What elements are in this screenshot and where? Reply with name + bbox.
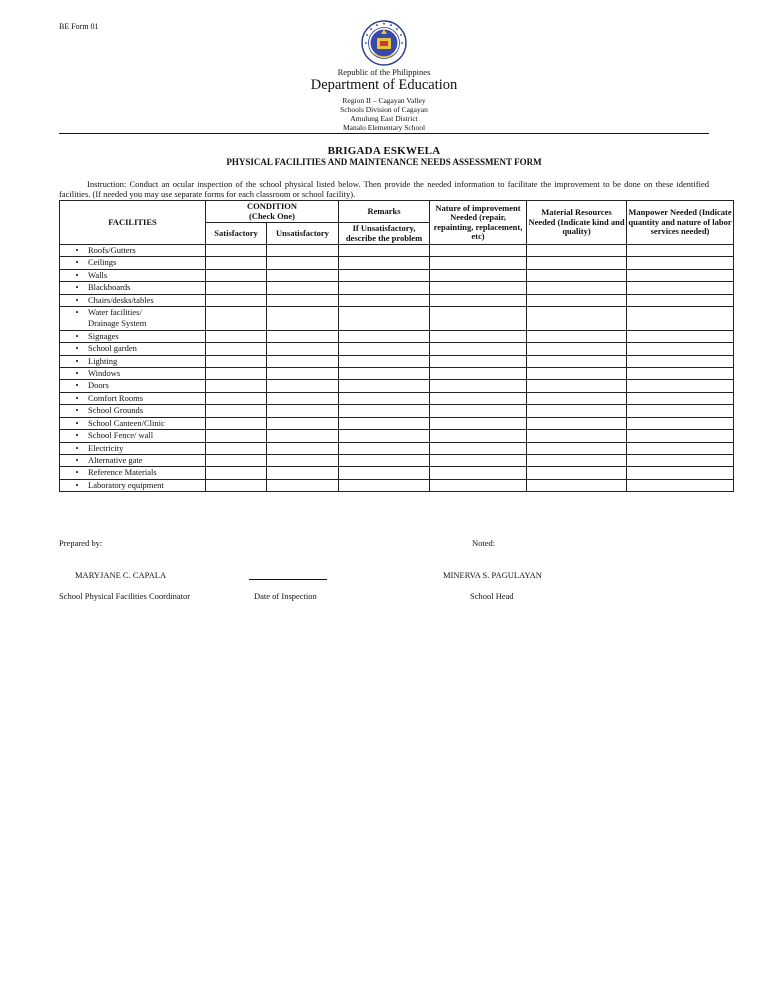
material-cell[interactable]: [527, 380, 627, 392]
material-cell[interactable]: [527, 343, 627, 355]
facility-cell: [60, 380, 206, 392]
bullet-icon: •: [75, 380, 79, 391]
form-code: BE Form 01: [59, 22, 99, 31]
facility-label-line: Alternative gate: [88, 454, 143, 465]
unsatisfactory-cell[interactable]: [267, 467, 339, 479]
satisfactory-cell[interactable]: [206, 405, 267, 417]
manpower-cell[interactable]: [627, 454, 734, 466]
satisfactory-cell[interactable]: [206, 269, 267, 281]
table-row: [60, 392, 734, 404]
table-row: [60, 330, 734, 342]
facility-label-line: Comfort Rooms: [88, 392, 144, 403]
satisfactory-cell[interactable]: [206, 294, 267, 306]
remarks-cell[interactable]: [339, 269, 430, 281]
satisfactory-cell[interactable]: [206, 380, 267, 392]
nature-cell[interactable]: [430, 454, 527, 466]
satisfactory-cell[interactable]: [206, 355, 267, 367]
facility-cell: [60, 257, 206, 269]
facility-cell: [60, 405, 206, 417]
deped-seal-icon: [361, 20, 407, 66]
bullet-icon: •: [75, 282, 79, 293]
facility-label-line: Roofs/Gutters: [88, 245, 136, 255]
satisfactory-cell[interactable]: [206, 479, 267, 491]
facility-label: [88, 380, 109, 391]
manpower-cell[interactable]: [627, 380, 734, 392]
nature-cell[interactable]: [430, 392, 527, 404]
nature-cell[interactable]: [430, 442, 527, 454]
facility-label-line: Windows: [88, 368, 121, 379]
satisfactory-cell[interactable]: [206, 368, 267, 380]
material-cell[interactable]: [527, 479, 627, 491]
material-cell[interactable]: [527, 282, 627, 294]
bullet-icon: •: [75, 368, 79, 379]
facility-label-line: School Fence/ wall: [88, 430, 154, 441]
material-cell[interactable]: [527, 307, 627, 331]
unsatisfactory-cell[interactable]: [267, 368, 339, 380]
facility-label: [88, 430, 153, 441]
facility-label-line: Electricity: [88, 442, 124, 453]
nature-cell[interactable]: [430, 405, 527, 417]
manpower-cell[interactable]: [627, 392, 734, 404]
material-header: Material Resources Needed (Indicate kind and quality): [527, 201, 627, 245]
bullet-icon: •: [75, 355, 79, 366]
material-cell[interactable]: [527, 245, 627, 257]
facility-label: [88, 295, 154, 306]
unsatisfactory-cell[interactable]: [267, 430, 339, 442]
nature-cell[interactable]: [430, 343, 527, 355]
satisfactory-cell[interactable]: [206, 442, 267, 454]
bullet-icon: •: [75, 307, 79, 318]
nature-cell[interactable]: [430, 479, 527, 491]
satisfactory-cell[interactable]: [206, 257, 267, 269]
satisfactory-cell[interactable]: [206, 343, 267, 355]
manpower-cell[interactable]: [627, 294, 734, 306]
material-cell[interactable]: [527, 467, 627, 479]
table-row: [60, 343, 734, 355]
facility-label-line: Laboratory equipment: [88, 479, 164, 490]
manpower-cell[interactable]: [627, 442, 734, 454]
facility-label: [88, 467, 157, 478]
remarks-cell[interactable]: [339, 479, 430, 491]
facility-label: [88, 307, 146, 330]
table-row: [60, 368, 734, 380]
form-title: BRIGADA ESKWELA: [327, 145, 441, 157]
remarks-cell[interactable]: [339, 282, 430, 294]
manpower-cell[interactable]: [627, 307, 734, 331]
table-row: [60, 269, 734, 281]
facility-cell: [60, 467, 206, 479]
unsatisfactory-cell[interactable]: [267, 343, 339, 355]
material-cell[interactable]: [527, 405, 627, 417]
material-cell[interactable]: [527, 294, 627, 306]
facility-label: [88, 282, 131, 293]
bullet-icon: •: [75, 417, 79, 428]
table-row: [60, 245, 734, 257]
bullet-icon: •: [75, 430, 79, 441]
table-row: [60, 380, 734, 392]
facility-label-line: School garden: [88, 343, 137, 354]
facility-cell: [60, 330, 206, 342]
bullet-icon: •: [75, 269, 79, 280]
condition-note: (Check One): [248, 210, 296, 221]
unsatisfactory-cell[interactable]: [267, 417, 339, 429]
remarks-cell[interactable]: [339, 430, 430, 442]
facility-label-line: Drainage System: [88, 318, 147, 329]
unsatisfactory-cell[interactable]: [267, 330, 339, 342]
table-row: [60, 355, 734, 367]
facility-cell: [60, 343, 206, 355]
nature-cell[interactable]: [430, 417, 527, 429]
facility-label: [88, 455, 143, 466]
table-row: [60, 282, 734, 294]
table-row: [60, 405, 734, 417]
facility-cell: [60, 269, 206, 281]
remarks-header: Remarks: [339, 201, 430, 223]
satisfactory-cell[interactable]: [206, 417, 267, 429]
facility-label: [88, 270, 107, 281]
facility-label: [88, 418, 165, 429]
manpower-cell[interactable]: [627, 330, 734, 342]
manpower-cell[interactable]: [627, 282, 734, 294]
remarks-cell[interactable]: [339, 294, 430, 306]
material-cell[interactable]: [527, 330, 627, 342]
remarks-cell[interactable]: [339, 355, 430, 367]
remarks-cell[interactable]: [339, 380, 430, 392]
remarks-cell[interactable]: [339, 392, 430, 404]
facility-label: [88, 368, 120, 379]
unsatisfactory-cell[interactable]: [267, 257, 339, 269]
unsatisfactory-cell[interactable]: [267, 442, 339, 454]
school-head-role: School Head: [470, 591, 514, 601]
facility-label-line: Reference Materials: [88, 467, 157, 478]
material-cell[interactable]: [527, 368, 627, 380]
remarks-cell[interactable]: [339, 330, 430, 342]
header-divider: [59, 133, 709, 134]
bullet-icon: •: [75, 257, 79, 268]
material-cell[interactable]: [527, 442, 627, 454]
bullet-icon: •: [75, 392, 79, 403]
facility-cell: [60, 392, 206, 404]
manpower-cell[interactable]: [627, 479, 734, 491]
facility-cell: [60, 430, 206, 442]
remarks-cell[interactable]: [339, 454, 430, 466]
date-signature-line: [249, 579, 327, 580]
remarks-cell[interactable]: [339, 417, 430, 429]
remarks-cell[interactable]: [339, 467, 430, 479]
facility-label-line: Walls: [88, 269, 108, 280]
school-line: Manalo Elementary School: [342, 123, 426, 132]
table-row: [60, 294, 734, 306]
facility-label: [88, 480, 164, 491]
material-cell[interactable]: [527, 355, 627, 367]
nature-cell[interactable]: [430, 330, 527, 342]
table-row: [60, 454, 734, 466]
manpower-cell[interactable]: [627, 343, 734, 355]
unsatisfactory-cell[interactable]: [267, 269, 339, 281]
facility-label-line: Lighting: [88, 355, 118, 366]
manpower-cell[interactable]: [627, 417, 734, 429]
manpower-cell[interactable]: [627, 257, 734, 269]
manpower-cell[interactable]: [627, 355, 734, 367]
district-line: Amulung East District: [350, 114, 418, 123]
facility-cell: [60, 479, 206, 491]
facility-cell: [60, 454, 206, 466]
manpower-cell[interactable]: [627, 245, 734, 257]
date-of-inspection-label: Date of Inspection: [254, 591, 317, 601]
facility-label-line: School Grounds: [88, 405, 144, 416]
manpower-header: Manpower Needed (Indicate quantity and nature of labor services needed): [627, 201, 734, 245]
division-line: Schools Division of Cagayan: [340, 105, 428, 114]
facility-label-line: Ceilings: [88, 257, 117, 268]
facility-label: [88, 405, 143, 416]
bullet-icon: •: [75, 467, 79, 478]
unsatisfactory-cell[interactable]: [267, 282, 339, 294]
material-cell[interactable]: [527, 430, 627, 442]
facility-cell: [60, 294, 206, 306]
bullet-icon: •: [75, 245, 79, 255]
school-head-name: MINERVA S. PAGULAYAN: [443, 570, 542, 580]
remarks-cell[interactable]: [339, 245, 430, 257]
facilities-header: FACILITIES: [60, 201, 206, 245]
nature-cell[interactable]: [430, 257, 527, 269]
unsatisfactory-cell[interactable]: [267, 294, 339, 306]
bullet-icon: •: [75, 330, 79, 341]
remarks-cell[interactable]: [339, 343, 430, 355]
table-row: [60, 257, 734, 269]
facility-cell: [60, 307, 206, 331]
facility-cell: [60, 368, 206, 380]
manpower-cell[interactable]: [627, 368, 734, 380]
satisfactory-header: Satisfactory: [206, 223, 267, 245]
facility-label-line: School Canteen/Clinic: [88, 417, 165, 428]
facility-cell: [60, 355, 206, 367]
facility-cell: [60, 282, 206, 294]
unsatisfactory-header: Unsatisfactory: [267, 223, 339, 245]
satisfactory-cell[interactable]: [206, 245, 267, 257]
satisfactory-cell[interactable]: [206, 330, 267, 342]
preparer-name: MARYJANE C. CAPALA: [75, 570, 167, 580]
preparer-role: School Physical Facilities Coordinator: [59, 591, 191, 601]
table-row: [60, 417, 734, 429]
bullet-icon: •: [75, 454, 79, 465]
facility-label: [88, 257, 116, 268]
material-cell[interactable]: [527, 257, 627, 269]
facility-cell: [60, 245, 206, 257]
bullet-icon: •: [75, 294, 79, 305]
bullet-icon: •: [75, 343, 79, 354]
facility-label: [88, 245, 136, 256]
unsatisfactory-cell[interactable]: [267, 454, 339, 466]
nature-cell[interactable]: [430, 245, 527, 257]
manpower-cell[interactable]: [627, 430, 734, 442]
instruction-text: Instruction: Conduct an ocular inspection of the school physical listed below. Then provide the needed information to facilitate the improvement to be done on these identified facilities. (If needed you may use separate forms for each classroom or school facility).: [59, 179, 709, 199]
facility-label-line: Chairs/desks/tables: [88, 294, 154, 305]
table-row: [60, 307, 734, 331]
facility-label: [88, 393, 143, 404]
unsatisfactory-cell[interactable]: [267, 355, 339, 367]
material-cell[interactable]: [527, 454, 627, 466]
unsatisfactory-cell[interactable]: [267, 307, 339, 331]
manpower-cell[interactable]: [627, 467, 734, 479]
satisfactory-cell[interactable]: [206, 430, 267, 442]
nature-cell[interactable]: [430, 294, 527, 306]
condition-header: [206, 201, 339, 223]
noted-label: Noted:: [472, 538, 496, 548]
unsatisfactory-cell[interactable]: [267, 392, 339, 404]
bullet-icon: •: [75, 479, 79, 490]
satisfactory-cell[interactable]: [206, 307, 267, 331]
facility-cell: [60, 417, 206, 429]
facility-label-line: Water facilities/: [88, 307, 142, 318]
table-row: [60, 467, 734, 479]
table-row: [60, 479, 734, 491]
satisfactory-cell[interactable]: [206, 454, 267, 466]
material-cell[interactable]: [527, 392, 627, 404]
remarks-cell[interactable]: [339, 368, 430, 380]
remarks-cell[interactable]: [339, 257, 430, 269]
unsatisfactory-cell[interactable]: [267, 245, 339, 257]
facility-label: [88, 331, 119, 342]
unsatisfactory-cell[interactable]: [267, 380, 339, 392]
nature-cell[interactable]: [430, 467, 527, 479]
nature-cell[interactable]: [430, 269, 527, 281]
bullet-icon: •: [75, 442, 79, 453]
remarks-cell[interactable]: [339, 442, 430, 454]
condition-label: CONDITION: [246, 201, 298, 211]
satisfactory-cell[interactable]: [206, 392, 267, 404]
region-line: Region II – Cagayan Valley: [342, 96, 426, 105]
satisfactory-cell[interactable]: [206, 282, 267, 294]
table-row: [60, 442, 734, 454]
facility-label: [88, 343, 137, 354]
nature-cell[interactable]: [430, 430, 527, 442]
nature-cell[interactable]: [430, 368, 527, 380]
nature-cell[interactable]: [430, 380, 527, 392]
form-subtitle: PHYSICAL FACILITIES AND MAINTENANCE NEEDS ASSESSMENT FORM: [226, 157, 542, 167]
nature-cell[interactable]: [430, 307, 527, 331]
remarks-cell[interactable]: [339, 307, 430, 331]
remarks-cell[interactable]: [339, 405, 430, 417]
facility-label: [88, 356, 117, 367]
manpower-cell[interactable]: [627, 405, 734, 417]
bullet-icon: •: [75, 405, 79, 416]
manpower-cell[interactable]: [627, 269, 734, 281]
remarks-subheader: If Unsatisfactory, describe the problem: [339, 223, 430, 245]
nature-cell[interactable]: [430, 355, 527, 367]
table-row: [60, 430, 734, 442]
facility-label: [88, 443, 123, 454]
prepared-by-label: Prepared by:: [59, 538, 103, 548]
republic-line: Republic of the Philippines: [337, 67, 431, 77]
material-cell[interactable]: [527, 417, 627, 429]
facility-label-line: Blackboards: [88, 282, 131, 293]
nature-header: Nature of improvement Needed (repair, repainting, replacement, etc): [430, 201, 527, 245]
material-cell[interactable]: [527, 269, 627, 281]
facility-cell: [60, 442, 206, 454]
department-name: Department of Education: [310, 77, 458, 93]
assessment-table: [59, 200, 734, 492]
facility-label-line: Doors: [88, 380, 109, 391]
facility-label-line: Signages: [88, 330, 119, 341]
unsatisfactory-cell[interactable]: [267, 479, 339, 491]
satisfactory-cell[interactable]: [206, 467, 267, 479]
unsatisfactory-cell[interactable]: [267, 405, 339, 417]
nature-cell[interactable]: [430, 282, 527, 294]
